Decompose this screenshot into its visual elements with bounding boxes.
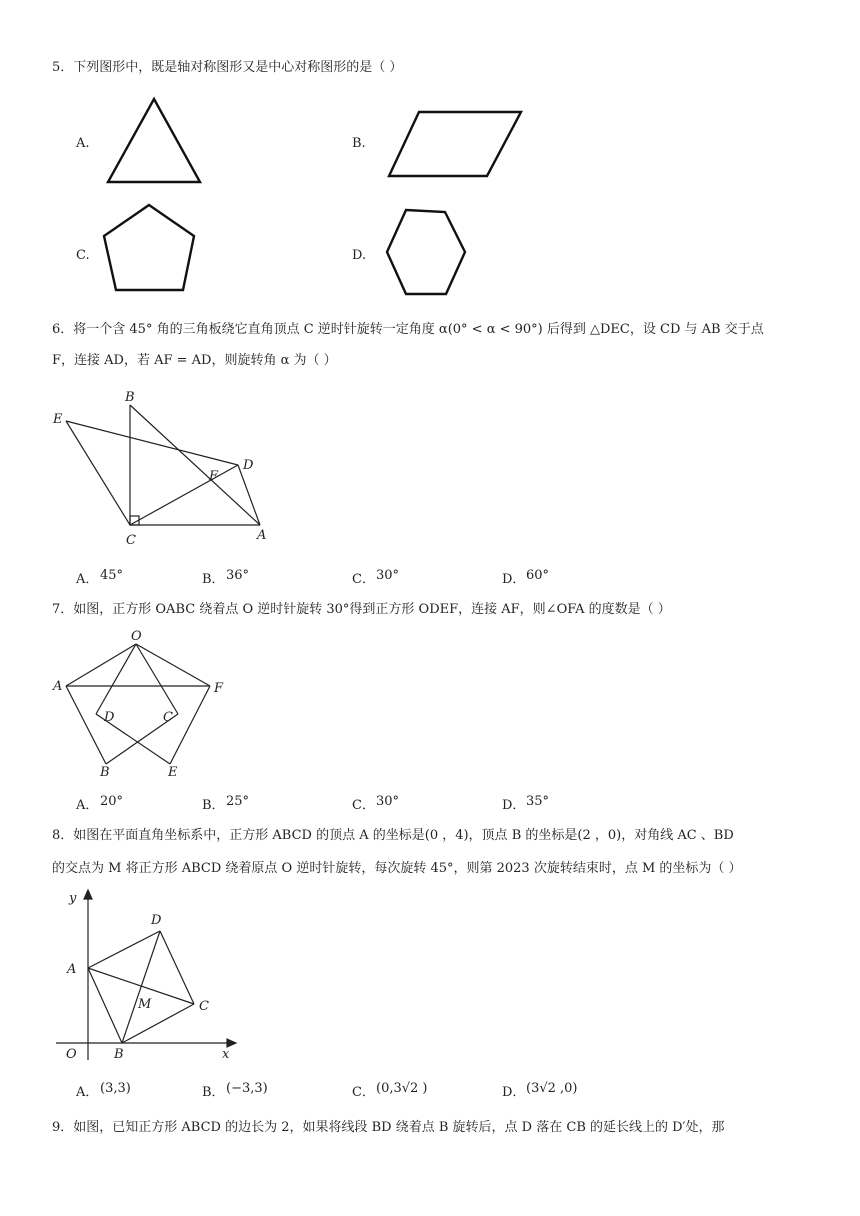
q8-label-d: D [151,913,162,928]
q6-option-c-value: 30° [376,568,400,583]
q8-label-o: O [66,1047,77,1062]
q8-option-b-value: (−3,3) [226,1081,268,1096]
q7-label-a: A [53,679,63,694]
q8-option-d-value: (3√2 ,0) [526,1081,578,1096]
q7-label-e: E [168,765,178,780]
q8-label-m: M [138,997,152,1012]
q7-option-b-label: B． [202,798,225,813]
q8-option-a-label: A． [76,1085,99,1100]
q7-stem: 7．如图，正方形 OABC 绕着点 O 逆时针旋转 30°得到正方形 ODEF，连接 AF，则∠OFA 的度数是（ ） [52,602,671,617]
q5-pentagon-figure [98,200,208,300]
q6-option-d-value: 60° [526,568,550,583]
q5-stem: 5．下列图形中，既是轴对称图形又是中心对称图形的是（ ） [52,60,403,75]
q6-label-e: E [53,412,63,427]
q8-option-a-value: (3,3) [100,1081,131,1096]
q8-coordinate-figure [50,880,250,1065]
q6-stem-line2: F，连接 AD，若 AF = AD，则旋转角 α 为（ ） [52,353,337,368]
q7-rotated-square-figure [50,628,240,783]
q7-option-b-value: 25° [226,794,250,809]
q7-label-c: C [163,710,173,725]
q8-option-c-label: C． [352,1085,375,1100]
q8-stem-line2: 的交点为 M 将正方形 ABCD 绕着原点 O 逆时针旋转，每次旋转 45°，则第 2023 次旋转结束时，点 M 的坐标为（ ） [52,861,742,876]
q6-option-a-label: A． [76,572,99,587]
q7-option-a-value: 20° [100,794,124,809]
q6-option-a-value: 45° [100,568,124,583]
q8-label-c: C [199,999,209,1014]
q8-option-c-value: (0,3√2 ) [376,1081,428,1096]
q8-stem-line1: 8．如图在平面直角坐标系中，正方形 ABCD 的顶点 A 的坐标是(0 ，4)，顶点 B 的坐标是(2 ，0)，对角线 AC 、BD [52,828,734,843]
q8-label-y: y [69,891,77,906]
q7-label-b: B [100,765,110,780]
q7-option-c-value: 30° [376,794,400,809]
q8-label-x: x [222,1047,230,1062]
q6-option-c-label: C． [352,572,375,587]
q5-parallelogram-figure [385,108,525,183]
q6-rotated-triangle-figure [50,385,280,550]
q7-label-f: F [214,681,224,696]
q5-option-a-label: A. [76,136,90,151]
q6-option-d-label: D． [502,572,526,587]
q9-stem: 9．如图，已知正方形 ABCD 的边长为 2，如果将线段 BD 绕着点 B 旋转后，点 D 落在 CB 的延长线上的 D′处，那 [52,1120,725,1135]
q6-label-c: C [126,533,136,548]
q5-option-b-label: B. [352,136,366,151]
q7-option-d-value: 35° [526,794,550,809]
q8-option-b-label: B． [202,1085,225,1100]
q6-option-b-label: B． [202,572,225,587]
q7-option-d-label: D． [502,798,526,813]
q7-option-c-label: C． [352,798,375,813]
q8-label-a: A [67,962,77,977]
q7-option-a-label: A． [76,798,99,813]
q6-label-f: F [209,469,219,484]
q6-option-b-value: 36° [226,568,250,583]
q6-stem-line1: 6．将一个含 45° 角的三角板绕它直角顶点 C 逆时针旋转一定角度 α(0° < α < 90°) 后得到 △DEC，设 CD 与 AB 交于点 [52,322,764,337]
q6-label-a: A [257,528,267,543]
q7-label-o: O [131,629,142,644]
q6-label-d: D [243,458,254,473]
q5-option-c-label: C. [76,248,90,263]
q5-hexagon-figure [382,205,472,300]
q5-triangle-figure [100,95,210,190]
q8-label-b: B [114,1047,124,1062]
q7-label-d: D [104,710,115,725]
q8-option-d-label: D． [502,1085,526,1100]
q6-label-b: B [125,390,135,405]
q5-option-d-label: D. [352,248,367,263]
